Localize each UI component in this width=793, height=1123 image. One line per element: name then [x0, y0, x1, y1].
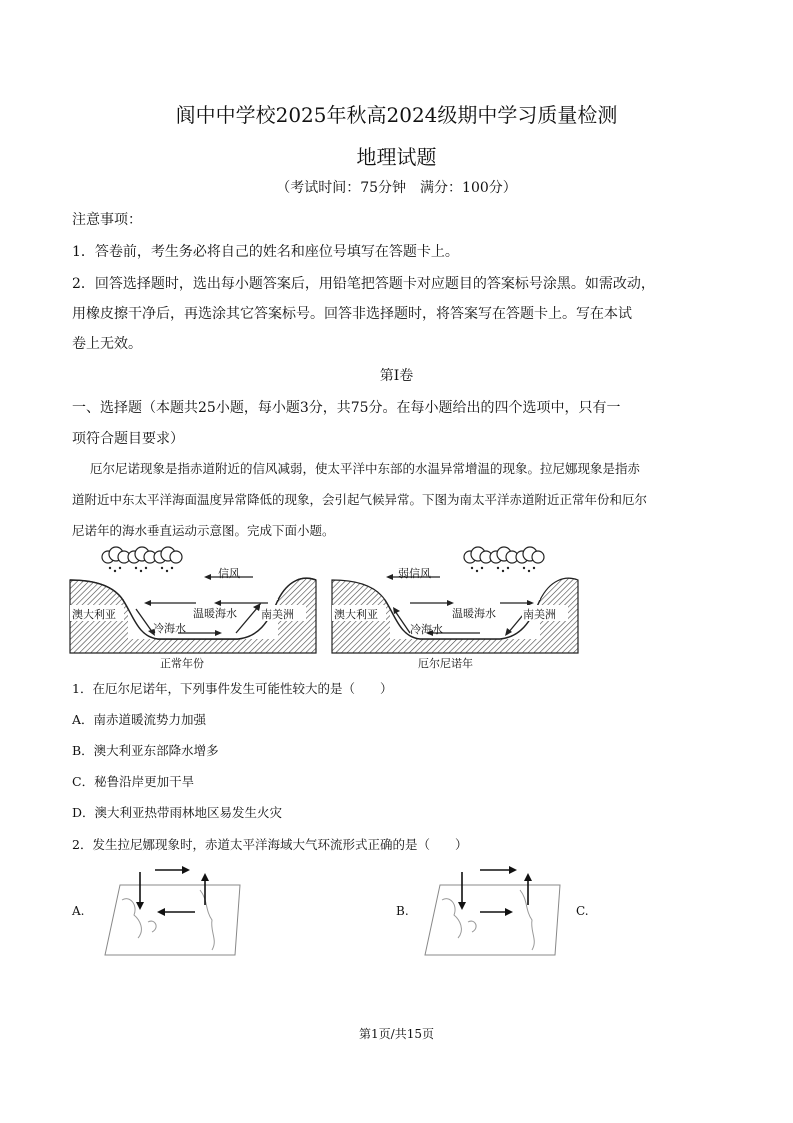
passage-line-2: 道附近中东太平洋海面温度异常降低的现象，会引起气候异常。下图为南太平洋赤道附近正常年份和厄尔: [72, 492, 648, 507]
question-2-option-a-map: [100, 860, 245, 960]
notice-item-1: 1．答卷前，考生务必将自己的姓名和座位号填写在答题卡上。: [72, 244, 459, 260]
warm-water-label: 温暖海水: [193, 607, 237, 620]
notice-item-2-line-2: 用橡皮擦干净后，再选涂其它答案标号。回答非选择题时，将答案写在答题卡上。写在本试: [72, 306, 632, 322]
section-heading-line-2: 项符合题目要求）: [72, 431, 184, 447]
notice-heading: 注意事项：: [72, 212, 142, 228]
section-heading-line-1: 一、选择题（本题共25小题，每小题3分，共75分。在每小题给出的四个选项中，只有一: [72, 400, 621, 416]
rain-cloud-icon: [464, 547, 544, 563]
wind-label: 弱信风: [398, 567, 431, 580]
notice-item-2-line-3: 卷上无效。: [72, 336, 142, 352]
volume-heading: 第Ⅰ卷: [379, 368, 414, 384]
diagram-caption: 正常年份: [160, 657, 204, 670]
rain-cloud-icon: [102, 547, 182, 563]
question-1-option-b: B．澳大利亚东部降水增多: [72, 743, 219, 758]
question-1-option-c: C．秘鲁沿岸更加干旱: [72, 774, 195, 789]
question-2-option-b-letter: B.: [396, 904, 409, 918]
passage-line-1: 厄尔尼诺现象是指赤道附近的信风减弱，使太平洋中东部的水温异常增温的现象。拉尼娜现象是指赤: [90, 461, 641, 476]
passage-line-3: 尼诺年的海水垂直运动示意图。完成下面小题。: [72, 523, 335, 538]
exam-title: 阆中中学校2025年秋高2024级期中学习质量检测: [175, 103, 618, 127]
question-1-stem: 1．在厄尔尼诺年，下列事件发生可能性较大的是（ ）: [72, 681, 393, 696]
exam-time-info: （考试时间：75分钟 满分：100分）: [276, 180, 517, 196]
left-land-label: 澳大利亚: [334, 608, 378, 621]
cold-water-label: 冷海水: [153, 622, 186, 635]
question-1-option-a: A．南赤道暖流势力加强: [72, 712, 207, 727]
el-nino-year-diagram: [330, 545, 580, 670]
notice-item-2-line-1: 2．回答选择题时，选出每小题答案后，用铅笔把答题卡对应题目的答案标号涂黑。如需改动，: [72, 276, 655, 292]
right-land-label: 南美洲: [523, 608, 556, 621]
question-1-option-d: D．澳大利亚热带雨林地区易发生火灾: [72, 805, 283, 820]
cold-water-label: 冷海水: [410, 623, 443, 636]
page-number: 第1页/共15页: [359, 1027, 434, 1041]
exam-subject: 地理试题: [356, 145, 437, 169]
question-2-option-a-letter: A.: [72, 904, 85, 918]
question-2-option-c-letter: C.: [576, 904, 589, 918]
diagram-caption: 厄尔尼诺年: [418, 657, 473, 670]
right-land-label: 南美洲: [261, 608, 294, 621]
left-land-label: 澳大利亚: [72, 608, 116, 621]
question-2-stem: 2．发生拉尼娜现象时，赤道太平洋海域大气环流形式正确的是（ ）: [72, 837, 468, 852]
wind-label: 信风: [218, 567, 240, 580]
warm-water-label: 温暖海水: [452, 607, 496, 620]
normal-year-diagram: [68, 545, 318, 670]
question-2-option-b-map: [420, 860, 565, 960]
